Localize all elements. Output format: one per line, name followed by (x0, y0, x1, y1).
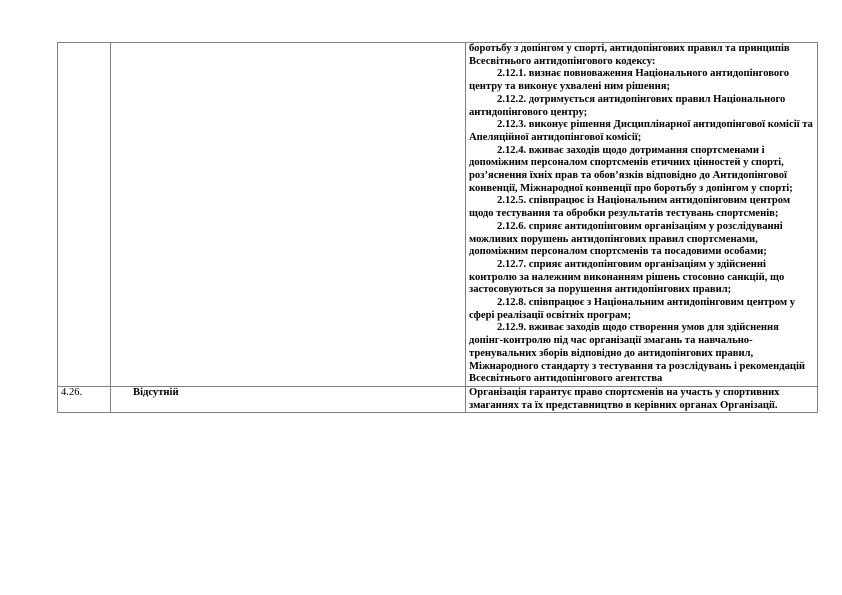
paragraph: 2.12.7. сприяє антидопінговим організаціям у здійсненні контролю за належним виконанням рішень стосовно санкцій, що застосовуються за порушення антидопінгових правил; (469, 258, 785, 296)
new-text-cell (466, 43, 818, 387)
new-text-cell (466, 386, 818, 412)
paragraph: 2.12.3. виконує рішення Дисциплінарної антидопінгової комісії та Апеляційної антидопінгової комісії; (469, 119, 813, 143)
old-text-cell (111, 43, 466, 387)
paragraph: боротьбу з допінгом у спорті, антидопінгових правил та принципів Всесвітнього антидопінгового кодексу: (469, 43, 790, 67)
row-number-cell: 4.26. (58, 386, 111, 412)
paragraph: 2.12.5. співпрацює із Національним антидопінговим центром щодо тестування та обробки результатів тестувань спортсменів; (469, 195, 791, 220)
paragraph: 2.12.2. дотримується антидопінгових правил Національного антидопінгового центру; (469, 93, 786, 118)
paragraph: 2.12.1. визнає повноваження Національного антидопінгового центру та виконує ухвалені ним рішення; (469, 68, 790, 93)
paragraph: 2.12.8. співпрацює з Національним антидопінговим центром у сфері реалізації освітніх програм; (469, 297, 796, 321)
table-row (58, 43, 818, 387)
paragraph: 2.12.9. вживає заходів щодо створення умов для здійснення допінг-контролю під час організації змагань та навчально-тренувальних зборів відповідно до антидопінгових правил, Міжнародного стандарту з тестування та розслідувань і рекомендацій Всесвітнього антидопінгового агентства (469, 322, 806, 385)
table-row (58, 386, 818, 412)
comparison-table (57, 42, 818, 413)
paragraph: 2.12.6. сприяє антидопінговим організаціям у розслідуванні можливих порушень антидопінгових правил спортсменами, допоміжним персоналом спортсменів та посадовими особами; (469, 220, 783, 258)
paragraph: Організація гарантує право спортсменів на участь у спортивних змаганнях та їх представництво в керівних органах Організації. (469, 386, 780, 411)
row-number-cell (58, 43, 111, 387)
paragraph: 2.12.4. вживає заходів щодо дотримання спортсменами і допоміжним персоналом спортсменів етичних цінностей у спорті, роз’яснення їхніх прав та обов’язків відповідно до Антидопінгової конвенції, Міжнародної конвенції про боротьбу з допінгом у спорті; (469, 144, 793, 194)
old-text-cell: Відсутній (111, 386, 466, 412)
